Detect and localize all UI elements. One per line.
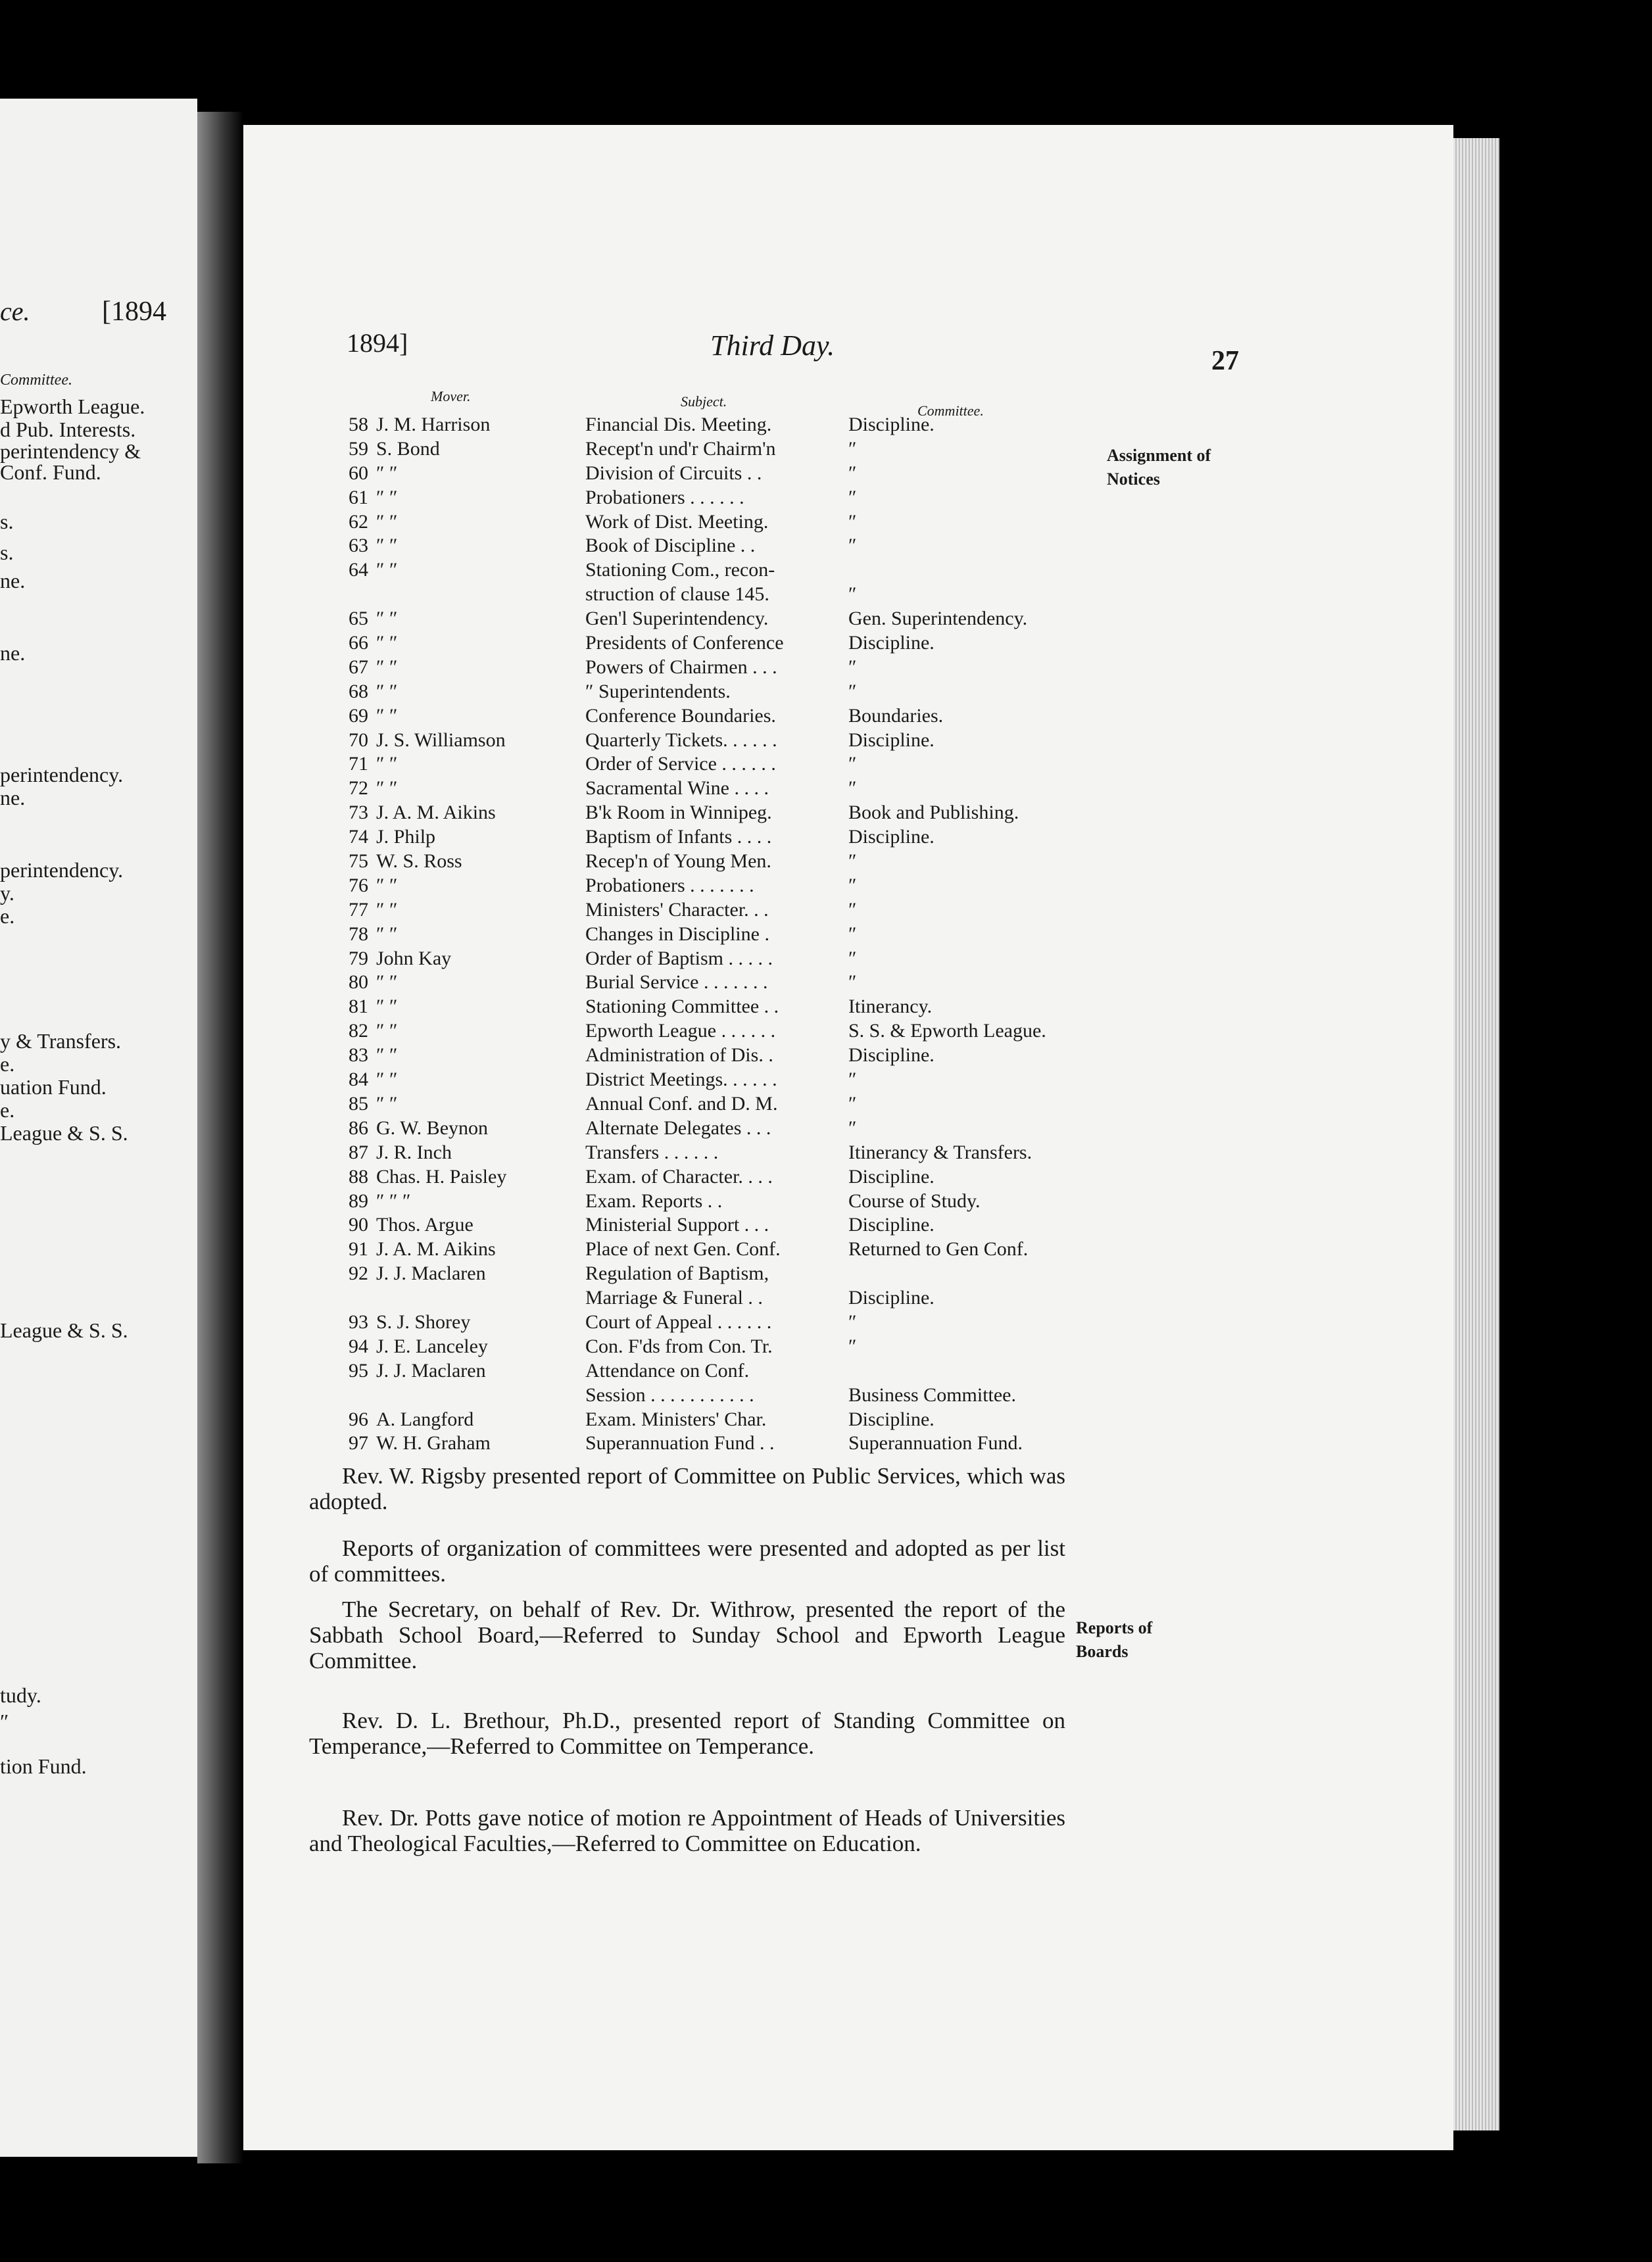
row-subject: Powers of Chairmen . . . bbox=[585, 656, 777, 678]
left-header-year: [1894 bbox=[102, 297, 166, 327]
row-mover: ″ ″ bbox=[376, 510, 398, 533]
row-mover: ″ ″ bbox=[376, 608, 398, 630]
row-committee: Discipline. bbox=[848, 1044, 935, 1067]
row-subject: Probationers . . . . . . . bbox=[585, 874, 754, 896]
table-row bbox=[335, 1044, 1111, 1068]
row-mover: Thos. Argue bbox=[376, 1214, 474, 1236]
table-row bbox=[335, 729, 1111, 753]
row-mover: ″ ″ bbox=[376, 1069, 398, 1091]
table-row bbox=[335, 1117, 1111, 1141]
row-mover: ″ ″ bbox=[376, 971, 398, 994]
margin-note-reports: Reports of Boards bbox=[1076, 1618, 1153, 1661]
left-page-line: y. bbox=[0, 881, 14, 905]
row-number: 75 bbox=[349, 850, 368, 873]
table-row bbox=[335, 1213, 1111, 1238]
row-mover: W. H. Graham bbox=[376, 1432, 491, 1455]
row-number: 95 bbox=[349, 1359, 368, 1382]
table-row bbox=[335, 631, 1111, 656]
row-subject: Con. F'ds from Con. Tr. bbox=[585, 1335, 773, 1357]
row-number: 68 bbox=[349, 680, 368, 702]
row-committee: Superannuation Fund. bbox=[848, 1432, 1023, 1455]
row-number: 94 bbox=[349, 1335, 368, 1357]
row-committee: ″ bbox=[848, 777, 857, 800]
row-mover: ″ ″ bbox=[376, 923, 398, 945]
row-mover: ″ ″ bbox=[376, 898, 398, 921]
column-head-mover: Mover. bbox=[431, 388, 471, 404]
row-committee: ″ bbox=[848, 1117, 857, 1139]
row-committee: Discipline. bbox=[848, 1214, 935, 1236]
row-number: 79 bbox=[349, 947, 368, 969]
row-mover: ″ ″ bbox=[376, 777, 398, 800]
left-page-line: s. bbox=[0, 541, 14, 564]
row-number: 59 bbox=[349, 437, 368, 460]
left-page-line: ″ bbox=[0, 1710, 9, 1733]
row-number: 92 bbox=[349, 1263, 368, 1285]
book-gutter bbox=[197, 112, 243, 2163]
row-subject: Sacramental Wine . . . . bbox=[585, 777, 769, 800]
row-mover: J. J. Maclaren bbox=[376, 1359, 486, 1382]
table-row bbox=[335, 995, 1111, 1019]
table-row bbox=[335, 1238, 1111, 1262]
row-number: 63 bbox=[349, 535, 368, 557]
row-number: 85 bbox=[349, 1092, 368, 1115]
left-page-line: perintendency. bbox=[0, 763, 124, 786]
row-committee: Discipline. bbox=[848, 414, 935, 435]
row-number: 84 bbox=[349, 1069, 368, 1091]
row-subject: Probationers . . . . . . bbox=[585, 486, 744, 508]
row-subject: Recept'n und'r Chairm'n bbox=[585, 437, 776, 460]
row-number: 89 bbox=[349, 1190, 368, 1212]
row-subject: Gen'l Superintendency. bbox=[585, 608, 769, 630]
row-number: 69 bbox=[349, 704, 368, 727]
table-row bbox=[335, 850, 1111, 874]
paragraph-public-services: Rev. W. Rigsby presented report of Committee on Public Services, which was adopted. bbox=[309, 1463, 1065, 1514]
row-number: 72 bbox=[349, 777, 368, 800]
row-subject: Regulation of Baptism, bbox=[585, 1263, 769, 1285]
table-row bbox=[335, 825, 1111, 850]
table-row bbox=[335, 534, 1111, 558]
row-number: 83 bbox=[349, 1044, 368, 1067]
row-mover: ″ ″ bbox=[376, 656, 398, 678]
left-page-line: tion Fund. bbox=[0, 1754, 87, 1778]
left-page-line: ne. bbox=[0, 786, 26, 809]
row-number: 58 bbox=[349, 414, 368, 435]
row-subject: Order of Baptism . . . . . bbox=[585, 947, 773, 969]
table-row bbox=[335, 923, 1111, 947]
row-subject: Transfers . . . . . . bbox=[585, 1141, 719, 1163]
row-committee: ″ bbox=[848, 971, 857, 994]
row-committee: Boundaries. bbox=[848, 704, 944, 727]
running-head-year: 1894] bbox=[347, 328, 408, 358]
paragraph-universities: Rev. Dr. Potts gave notice of motion re Appointment of Heads of Universities and Theological Faculties,—Referred to Committee on Education. bbox=[309, 1805, 1065, 1856]
row-mover: ″ ″ bbox=[376, 680, 398, 702]
row-subject: ″ Superintendents. bbox=[585, 680, 731, 702]
row-number: 91 bbox=[349, 1238, 368, 1261]
row-committee: ″ bbox=[848, 535, 857, 557]
row-subject: Superannuation Fund . . bbox=[585, 1432, 775, 1455]
row-subject: Exam. Reports . . bbox=[585, 1190, 723, 1212]
row-committee: ″ bbox=[848, 462, 857, 484]
row-subject: Exam. of Character. . . . bbox=[585, 1165, 773, 1188]
left-page-line: Epworth League. bbox=[0, 395, 145, 418]
left-page-line: e. bbox=[0, 904, 15, 928]
row-committee: Gen. Superintendency. bbox=[848, 608, 1028, 630]
row-committee: S. S. & Epworth League. bbox=[848, 1020, 1046, 1042]
row-mover: ″ ″ bbox=[376, 753, 398, 775]
row-committee: Course of Study. bbox=[848, 1190, 981, 1212]
table-row bbox=[335, 1359, 1111, 1384]
left-page-line: d Pub. Interests. bbox=[0, 418, 136, 441]
table-row bbox=[335, 607, 1111, 631]
table-row bbox=[335, 1068, 1111, 1092]
row-subject: Administration of Dis. . bbox=[585, 1044, 773, 1067]
table-row bbox=[335, 1019, 1111, 1044]
table-row bbox=[335, 583, 1111, 607]
left-page-line: e. bbox=[0, 1052, 15, 1076]
row-mover: ″ ″ bbox=[376, 535, 398, 557]
row-number: 71 bbox=[349, 753, 368, 775]
row-mover: J. M. Harrison bbox=[376, 414, 491, 435]
row-subject: Epworth League . . . . . . bbox=[585, 1020, 776, 1042]
row-subject: Ministerial Support . . . bbox=[585, 1214, 769, 1236]
row-committee: ″ bbox=[848, 1335, 857, 1357]
table-row bbox=[335, 1141, 1111, 1165]
row-committee: ″ bbox=[848, 486, 857, 508]
row-committee: Book and Publishing. bbox=[848, 802, 1019, 824]
row-mover: ″ ″ bbox=[376, 462, 398, 484]
row-mover: G. W. Beynon bbox=[376, 1117, 489, 1139]
row-number: 97 bbox=[349, 1432, 368, 1455]
row-committee: ″ bbox=[848, 1311, 857, 1333]
left-page-line: League & S. S. bbox=[0, 1121, 128, 1145]
row-committee: ″ bbox=[848, 680, 857, 702]
table-row bbox=[335, 777, 1111, 801]
row-number: 87 bbox=[349, 1141, 368, 1163]
row-number: 93 bbox=[349, 1311, 368, 1333]
row-mover: Chas. H. Paisley bbox=[376, 1165, 507, 1188]
row-committee: Discipline. bbox=[848, 1408, 935, 1430]
left-page-line: e. bbox=[0, 1098, 15, 1122]
row-subject: Stationing Committee . . bbox=[585, 996, 779, 1018]
row-number: 90 bbox=[349, 1214, 368, 1236]
table-row bbox=[335, 1190, 1111, 1214]
row-committee: ″ bbox=[848, 874, 857, 896]
table-row bbox=[335, 437, 1111, 462]
row-committee: ″ bbox=[848, 947, 857, 969]
table-row bbox=[335, 656, 1111, 680]
table-row bbox=[335, 558, 1111, 583]
row-committee: ″ bbox=[848, 753, 857, 775]
margin-note-assignment: Assignment of Notices bbox=[1107, 446, 1211, 489]
left-page-line: perintendency. bbox=[0, 858, 124, 882]
row-mover: ″ ″ ″ bbox=[376, 1190, 411, 1212]
row-subject: B'k Room in Winnipeg. bbox=[585, 802, 772, 824]
row-mover: J. A. M. Aikins bbox=[376, 1238, 496, 1261]
row-subject: Burial Service . . . . . . . bbox=[585, 971, 768, 994]
row-number: 81 bbox=[349, 996, 368, 1018]
row-mover: J. R. Inch bbox=[376, 1141, 452, 1163]
table-row bbox=[335, 752, 1111, 777]
table-row bbox=[335, 1092, 1111, 1117]
row-number: 74 bbox=[349, 826, 368, 848]
table-row bbox=[335, 413, 1111, 437]
page-edges bbox=[1447, 138, 1499, 2130]
row-committee: Itinerancy & Transfers. bbox=[848, 1141, 1032, 1163]
row-committee: ″ bbox=[848, 583, 857, 606]
row-subject: Attendance on Conf. bbox=[585, 1359, 750, 1382]
row-subject: struction of clause 145. bbox=[585, 583, 769, 606]
row-number: 80 bbox=[349, 971, 368, 994]
row-subject: Ministers' Character. . . bbox=[585, 898, 769, 921]
table-row bbox=[335, 462, 1111, 486]
table-row bbox=[335, 1384, 1111, 1408]
row-number: 73 bbox=[349, 802, 368, 824]
row-subject: Presidents of Conference bbox=[585, 632, 784, 654]
table-row bbox=[335, 801, 1111, 825]
table-row bbox=[335, 971, 1111, 995]
row-subject: Quarterly Tickets. . . . . . bbox=[585, 729, 777, 751]
row-number: 67 bbox=[349, 656, 368, 678]
row-mover: ″ ″ bbox=[376, 559, 398, 581]
row-number: 86 bbox=[349, 1117, 368, 1139]
row-mover: S. J. Shorey bbox=[376, 1311, 471, 1333]
table-row bbox=[335, 1286, 1111, 1311]
paragraph-temperance: Rev. D. L. Brethour, Ph.D., presented report of Standing Committee on Temperance,—Referred to Committee on Temperance. bbox=[309, 1708, 1065, 1759]
row-number: 65 bbox=[349, 608, 368, 630]
table-row bbox=[335, 704, 1111, 729]
column-head-committee: Committee. bbox=[917, 402, 984, 419]
row-subject: Stationing Com., recon- bbox=[585, 559, 775, 581]
row-mover: J. A. M. Aikins bbox=[376, 802, 496, 824]
paragraph-sabbath-school: The Secretary, on behalf of Rev. Dr. Withrow, presented the report of the Sabbath School Board,—Referred to Sunday School and Epworth League Committee. bbox=[309, 1597, 1065, 1673]
left-page-line: League & S. S. bbox=[0, 1318, 128, 1342]
row-mover: J. J. Maclaren bbox=[376, 1263, 486, 1285]
row-committee: Business Committee. bbox=[848, 1384, 1016, 1406]
left-page-line: ne. bbox=[0, 569, 26, 592]
row-committee: Discipline. bbox=[848, 729, 935, 751]
table-row bbox=[335, 1165, 1111, 1190]
row-number: 62 bbox=[349, 510, 368, 533]
row-mover: W. S. Ross bbox=[376, 850, 462, 873]
row-committee: Itinerancy. bbox=[848, 996, 933, 1018]
row-number: 61 bbox=[349, 486, 368, 508]
table-row bbox=[335, 1311, 1111, 1335]
row-subject: Changes in Discipline . bbox=[585, 923, 769, 945]
row-committee: Discipline. bbox=[848, 826, 935, 848]
row-number: 76 bbox=[349, 874, 368, 896]
row-subject: Recep'n of Young Men. bbox=[585, 850, 771, 873]
row-number: 82 bbox=[349, 1020, 368, 1042]
row-mover: ″ ″ bbox=[376, 632, 398, 654]
row-mover: A. Langford bbox=[376, 1408, 474, 1430]
table-row bbox=[335, 947, 1111, 971]
row-subject: Financial Dis. Meeting. bbox=[585, 414, 772, 435]
page-number: 27 bbox=[1211, 346, 1239, 376]
table-row bbox=[335, 874, 1111, 898]
left-page-line: tudy. bbox=[0, 1683, 41, 1707]
row-mover: J. E. Lanceley bbox=[376, 1335, 488, 1357]
row-number: 60 bbox=[349, 462, 368, 484]
row-committee: Discipline. bbox=[848, 1165, 935, 1188]
row-committee: ″ bbox=[848, 1092, 857, 1115]
left-page-line: uation Fund. bbox=[0, 1075, 107, 1099]
row-committee: ″ bbox=[848, 1069, 857, 1091]
left-page-fragment bbox=[0, 99, 197, 2157]
row-subject: Place of next Gen. Conf. bbox=[585, 1238, 781, 1261]
row-subject: Division of Circuits . . bbox=[585, 462, 762, 484]
row-mover: ″ ″ bbox=[376, 996, 398, 1018]
row-mover: ″ ″ bbox=[376, 1020, 398, 1042]
row-mover: ″ ″ bbox=[376, 1044, 398, 1067]
row-subject: Court of Appeal . . . . . . bbox=[585, 1311, 772, 1333]
row-mover: ″ ″ bbox=[376, 704, 398, 727]
page-title: Third Day. bbox=[710, 329, 835, 362]
row-subject: Annual Conf. and D. M. bbox=[585, 1092, 778, 1115]
row-subject: Session . . . . . . . . . . . bbox=[585, 1384, 754, 1406]
row-subject: Conference Boundaries. bbox=[585, 704, 776, 727]
row-subject: Order of Service . . . . . . bbox=[585, 753, 776, 775]
table-row bbox=[335, 486, 1111, 510]
row-committee: Discipline. bbox=[848, 632, 935, 654]
row-number: 70 bbox=[349, 729, 368, 751]
table-row bbox=[335, 1262, 1111, 1286]
row-number: 64 bbox=[349, 559, 368, 581]
row-committee: ″ bbox=[848, 437, 857, 460]
left-page-line: s. bbox=[0, 510, 14, 533]
notices-table bbox=[335, 413, 1111, 1456]
table-row bbox=[335, 1408, 1111, 1432]
row-subject: Marriage & Funeral . . bbox=[585, 1287, 763, 1309]
row-mover: John Kay bbox=[376, 947, 452, 969]
table-row bbox=[335, 1335, 1111, 1359]
left-page-line: Committee. bbox=[0, 372, 72, 389]
left-page-line: y & Transfers. bbox=[0, 1029, 122, 1053]
row-subject: Baptism of Infants . . . . bbox=[585, 826, 772, 848]
left-page-line: perintendency & bbox=[0, 439, 141, 463]
row-mover: J. S. Williamson bbox=[376, 729, 506, 751]
row-committee: ″ bbox=[848, 656, 857, 678]
row-number: 77 bbox=[349, 898, 368, 921]
paragraph-organization: Reports of organization of committees were presented and adopted as per list of committees. bbox=[309, 1535, 1065, 1587]
row-number: 96 bbox=[349, 1408, 368, 1430]
row-committee: ″ bbox=[848, 510, 857, 533]
row-committee: ″ bbox=[848, 898, 857, 921]
row-mover: ″ ″ bbox=[376, 486, 398, 508]
left-page-line: ne. bbox=[0, 641, 26, 665]
row-mover: S. Bond bbox=[376, 437, 440, 460]
row-committee: ″ bbox=[848, 850, 857, 873]
table-row bbox=[335, 510, 1111, 535]
column-head-subject: Subject. bbox=[681, 393, 727, 410]
row-subject: Book of Discipline . . bbox=[585, 535, 756, 557]
row-mover: J. Philp bbox=[376, 826, 436, 848]
row-subject: District Meetings. . . . . . bbox=[585, 1069, 777, 1091]
row-number: 66 bbox=[349, 632, 368, 654]
row-mover: ″ ″ bbox=[376, 1092, 398, 1115]
table-row bbox=[335, 680, 1111, 704]
left-page-line: Conf. Fund. bbox=[0, 460, 101, 484]
left-header-suffix: ce. bbox=[0, 297, 30, 326]
row-committee: Discipline. bbox=[848, 1287, 935, 1309]
row-subject: Work of Dist. Meeting. bbox=[585, 510, 769, 533]
table-row bbox=[335, 1432, 1111, 1456]
row-mover: ″ ″ bbox=[376, 874, 398, 896]
row-committee: ″ bbox=[848, 923, 857, 945]
row-number: 88 bbox=[349, 1165, 368, 1188]
table-row bbox=[335, 898, 1111, 923]
row-number: 78 bbox=[349, 923, 368, 945]
row-subject: Exam. Ministers' Char. bbox=[585, 1408, 767, 1430]
row-committee: Returned to Gen Conf. bbox=[848, 1238, 1029, 1261]
row-subject: Alternate Delegates . . . bbox=[585, 1117, 771, 1139]
